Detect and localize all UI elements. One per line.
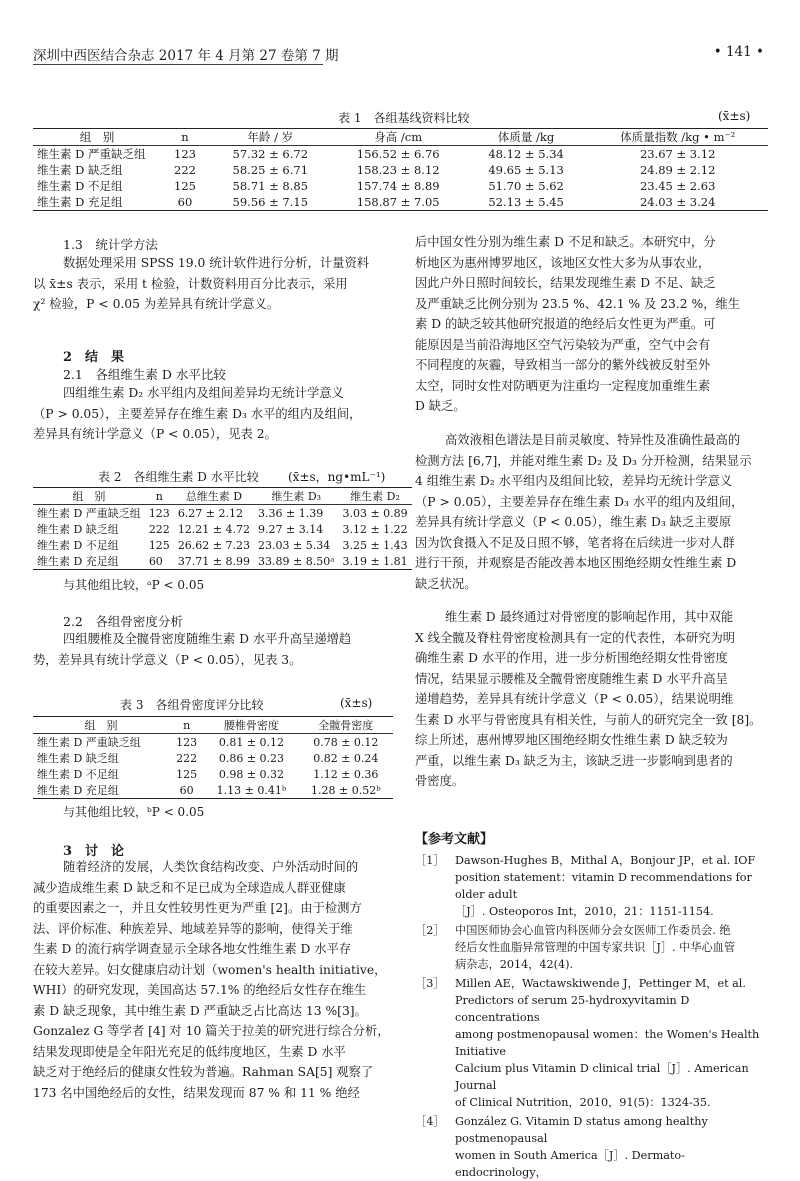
text-line: X 线全髋及脊柱骨密度检测具有一定的代表性，本研究为明 bbox=[415, 630, 736, 645]
table2-cell: 3.03 ± 0.89 bbox=[342, 506, 408, 520]
table2-cell: 维生素 D 缺乏组 bbox=[37, 523, 119, 536]
table3-h: n bbox=[183, 718, 191, 732]
text-line: 确维生素 D 水平的作用，进一步分析围绝经期女性骨密度 bbox=[415, 651, 728, 665]
table3-note: 与其他组比较，ᵇP < 0.05 bbox=[63, 805, 205, 819]
text-line: 素 D 缺乏现象，其中维生素 D 严重缺乏占比高达 13 %[3]。 bbox=[33, 1003, 367, 1018]
text-line: 因此户外日照时间较长，结果发现维生素 D 不足、缺乏 bbox=[415, 276, 716, 290]
table3-h: 组 别 bbox=[84, 719, 118, 732]
table-row bbox=[33, 734, 393, 751]
text-line: 缺乏状况。 bbox=[415, 576, 477, 591]
table2-cell: 维生素 D 不足组 bbox=[37, 539, 119, 552]
section-3-title: 3 讨 论 bbox=[63, 844, 125, 859]
text-line: 中国医师协会心血管内科医师分会女医师工作委员会. 绝 bbox=[455, 924, 731, 937]
text-line: D 缺乏。 bbox=[415, 399, 466, 413]
text-line: of Clinical Nutrition，2010，91(5)：1324-35. bbox=[455, 1096, 711, 1109]
journal-header: 深圳中西医结合杂志 2017 年 4 月第 27 卷第 7 期 bbox=[33, 48, 339, 64]
table3-cell: 维生素 D 不足组 bbox=[37, 768, 119, 781]
table3-caption: 表 3 各组骨密度评分比较 bbox=[120, 698, 264, 712]
reference-item bbox=[415, 922, 775, 973]
table2-cell: 125 bbox=[148, 538, 170, 552]
table1-cell: 157.74 ± 8.89 bbox=[356, 179, 440, 193]
reference-item bbox=[415, 852, 775, 920]
table2-cell: 3.12 ± 1.22 bbox=[342, 522, 408, 536]
text-line: 能原因是当前沿海地区空气污染较为严重，空气中会有 bbox=[415, 337, 711, 352]
table2-h: 总维生素 D bbox=[185, 490, 243, 503]
table1-caption: 表 1 各组基线资料比较 bbox=[338, 111, 470, 125]
text-line: （P > 0.05），主要差异存在维生素 D₃ 水平的组内及组间， bbox=[33, 406, 362, 421]
table1-cell: 51.70 ± 5.62 bbox=[488, 179, 564, 193]
table1 bbox=[33, 128, 768, 211]
table3-cell: 0.82 ± 0.24 bbox=[313, 751, 379, 765]
text-line: 四组腰椎及全髋骨密度随维生素 D 水平升高呈递增趋 bbox=[63, 632, 352, 646]
text-line: Dawson-Hughes B，Mithal A，Bonjour JP，et al. IOF bbox=[455, 854, 756, 867]
references-list bbox=[415, 852, 775, 1181]
table1-cell: 123 bbox=[174, 147, 196, 161]
text-line: 素 D 的缺乏较其他研究报道的绝经后女性更为严重。可 bbox=[415, 317, 716, 331]
text-line: 检测方法 [6,7]，并能对维生素 D₂ 及 D₃ 分开检测，结果显示 bbox=[415, 453, 752, 468]
table1-cell: 维生素 D 严重缺乏组 bbox=[37, 147, 146, 161]
table3-cell: 维生素 D 缺乏组 bbox=[37, 752, 119, 765]
reference-item bbox=[415, 1113, 775, 1181]
table2-cell: 维生素 D 充足组 bbox=[37, 555, 119, 568]
text-line: 高效液相色谱法是目前灵敏度、特异性及准确性最高的 bbox=[445, 433, 741, 447]
table2-h: 维生素 D₂ bbox=[350, 490, 400, 503]
table2-cell: 37.71 ± 8.99 bbox=[177, 554, 251, 568]
table1-cell: 57.32 ± 6.72 bbox=[232, 147, 309, 161]
table1-cell: 48.12 ± 5.34 bbox=[488, 147, 564, 161]
text-line: Millen AE，Wactawskiwende J，Pettinger M，et al. bbox=[455, 977, 746, 990]
table-row bbox=[33, 537, 412, 553]
text-line: 在较大差异。妇女健康启动计划（women's health initiative， bbox=[33, 962, 387, 977]
text-line: 严重，以维生素 D₃ 缺乏为主，该缺乏进一步影响到患者的 bbox=[415, 753, 733, 768]
table3-cell: 0.98 ± 0.32 bbox=[218, 767, 285, 781]
table1-cell: 维生素 D 缺乏组 bbox=[37, 163, 123, 177]
text-line: 的重要因素之一，并且女性较男性更为严重 [2]。由于检测方 bbox=[33, 901, 362, 915]
table2-cell: 23.03 ± 5.34 bbox=[258, 538, 331, 552]
text-line: 因为饮食摄入不足及日照不够，笔者将在后续进一步对人群 bbox=[415, 535, 735, 550]
table1-h2: 年龄 / 岁 bbox=[247, 130, 294, 144]
table-row bbox=[33, 146, 768, 163]
table1-cell: 58.25 ± 6.71 bbox=[232, 163, 309, 177]
table1-cell: 58.71 ± 8.85 bbox=[232, 179, 309, 193]
table2-cell: 33.89 ± 8.50ᵃ bbox=[258, 554, 335, 568]
table1-cell: 156.52 ± 6.76 bbox=[356, 147, 440, 161]
text-line: 缺乏对于绝经后的健康女性较为普遍。Rahman SA[5] 观察了 bbox=[33, 1065, 374, 1079]
table1-cell: 23.67 ± 3.12 bbox=[639, 147, 716, 161]
table3-h: 全髋骨密度 bbox=[318, 719, 374, 732]
table3-h: 腰椎骨密度 bbox=[223, 719, 279, 732]
table3-cell: 1.12 ± 0.36 bbox=[313, 767, 379, 781]
table3-cell: 1.13 ± 0.41ᵇ bbox=[216, 783, 287, 797]
text-line: 情况，结果显示腰椎及全髋骨密度随维生素 D 水平升高呈 bbox=[415, 671, 728, 686]
table3-cell: 1.28 ± 0.52ᵇ bbox=[311, 783, 381, 797]
text-line: 173 名中国绝经后的女性，结果发现而 87 % 和 11 % 绝经 bbox=[33, 1085, 360, 1100]
text-line: 病杂志，2014，42(4). bbox=[455, 958, 574, 971]
reference-text bbox=[455, 852, 775, 920]
table-row bbox=[33, 782, 393, 799]
table1-cell: 维生素 D 充足组 bbox=[37, 195, 123, 209]
table1-cell: 24.03 ± 3.24 bbox=[639, 195, 716, 209]
table-row bbox=[33, 766, 393, 782]
section-2-title: 2 结 果 bbox=[63, 350, 125, 365]
table2-cell: 222 bbox=[148, 522, 170, 536]
text-line: 数据处理采用 SPSS 19.0 统计软件进行分析，计量资料 bbox=[63, 256, 370, 270]
references-title: 【参考文献】 bbox=[415, 832, 494, 847]
section-2-2-title: 2.2 各组骨密度分析 bbox=[63, 614, 183, 629]
table2-unit: (x̄±s，ng•mL⁻¹) bbox=[288, 470, 386, 484]
table1-h1: n bbox=[181, 130, 189, 144]
text-line: 减少造成维生素 D 缺乏和不足已成为全球造成人群亚健康 bbox=[33, 880, 346, 895]
reference-number: ［2］ bbox=[415, 924, 445, 937]
text-line: 4 组维生素 D₂ 水平组内及组间比较，差异均无统计学意义 bbox=[415, 474, 733, 488]
table2-cell: 维生素 D 严重缺乏组 bbox=[37, 507, 141, 520]
reference-number: ［4］ bbox=[415, 1115, 445, 1128]
table2-cell: 12.21 ± 4.72 bbox=[177, 522, 251, 536]
text-line: 法、评价标准、种族差异、地域差异等的影响，使得关于维 bbox=[33, 921, 353, 936]
table3-cell: 0.81 ± 0.12 bbox=[218, 735, 285, 749]
page-number: • 141 • bbox=[713, 44, 764, 60]
text-line: Gonzalez G 等学者 [4] 对 10 篇关于拉美的研究进行综合分析， bbox=[33, 1024, 390, 1038]
table2-header-row bbox=[33, 488, 412, 505]
table2-h: 组 别 bbox=[72, 490, 106, 503]
text-line: Predictors of serum 25-hydroxyvitamin D concentrations bbox=[455, 994, 690, 1024]
text-line: 及严重缺乏比例分别为 23.5 %、42.1 % 及 23.2 %，维生 bbox=[415, 296, 741, 311]
table1-header-row bbox=[33, 129, 768, 146]
text-line: 进行干预，并观察是否能改善本地区围绝经期女性维生素 D bbox=[415, 556, 737, 570]
table3-cell: 维生素 D 充足组 bbox=[37, 784, 119, 797]
table-row bbox=[33, 194, 768, 211]
table3-unit: (x̄±s) bbox=[340, 696, 373, 710]
reference-number: ［1］ bbox=[415, 854, 445, 867]
table2-cell: 3.25 ± 1.43 bbox=[342, 538, 408, 552]
table1-h0: 组 别 bbox=[79, 130, 115, 144]
text-line: 经后女性血脂异常管理的中国专家共识［J］. 中华心血管 bbox=[455, 941, 736, 954]
text-line: χ² 检验，P < 0.05 为差异具有统计学意义。 bbox=[33, 297, 280, 311]
text-line: position statement：vitamin D recommendations for older adult bbox=[455, 871, 752, 901]
table2-caption: 表 2 各组维生素 D 水平比较 bbox=[98, 470, 259, 484]
text-line: 随着经济的发展，人类饮食结构改变、户外活动时间的 bbox=[63, 860, 359, 874]
section-1-3-body bbox=[33, 253, 393, 315]
text-line: 骨密度。 bbox=[415, 774, 465, 788]
table2-cell: 26.62 ± 7.23 bbox=[177, 538, 251, 552]
table-row bbox=[33, 750, 393, 766]
table2-note: 与其他组比较，ᵃP < 0.05 bbox=[63, 578, 205, 592]
table-row bbox=[33, 162, 768, 178]
table3-cell: 125 bbox=[176, 767, 198, 781]
text-line: 不同程度的灰霾，导致相当一部分的紫外线被反射至外 bbox=[415, 358, 711, 372]
table1-cell: 维生素 D 不足组 bbox=[37, 179, 123, 193]
text-line: 维生素 D 最终通过对骨密度的影响起作用，其中双能 bbox=[445, 610, 734, 624]
reference-number: ［3］ bbox=[415, 977, 445, 990]
text-line: （P > 0.05），主要差异存在维生素 D₃ 水平的组内及组间， bbox=[415, 494, 744, 509]
text-line: 势，差异具有统计学意义（P < 0.05），见表 3。 bbox=[33, 652, 302, 667]
table2-h: n bbox=[155, 489, 163, 503]
reference-text bbox=[455, 1113, 775, 1181]
table1-cell: 158.23 ± 8.12 bbox=[356, 163, 440, 177]
table1-cell: 52.13 ± 5.45 bbox=[488, 195, 564, 209]
table1-cell: 125 bbox=[174, 179, 196, 193]
table3 bbox=[33, 716, 393, 799]
text-line: 以 x̄±s 表示，采用 t 检验，计数资料用百分比表示，采用 bbox=[33, 276, 348, 291]
table1-h3: 身高 /cm bbox=[374, 130, 423, 144]
table1-cell: 60 bbox=[177, 195, 193, 209]
table3-cell: 123 bbox=[176, 735, 198, 749]
text-line: Calcium plus Vitamin D clinical trial［J］. American Journal bbox=[455, 1062, 749, 1092]
table1-cell: 222 bbox=[174, 163, 196, 177]
text-line: women in South America［J］. Dermato-endocrinology， bbox=[455, 1149, 685, 1179]
table1-cell: 23.45 ± 2.63 bbox=[639, 179, 716, 193]
table1-h5: 体质量指数 /kg • m⁻² bbox=[620, 130, 736, 144]
table1-h4: 体质量 /kg bbox=[497, 130, 555, 144]
section-2-1-body bbox=[33, 383, 393, 445]
table3-cell: 维生素 D 严重缺乏组 bbox=[37, 736, 141, 749]
text-line: 综上所述，惠州博罗地区围绝经期女性维生素 D 缺乏较为 bbox=[415, 733, 728, 747]
table2-cell: 3.19 ± 1.81 bbox=[342, 554, 408, 568]
text-line: 结果发现即使是全年阳光充足的低纬度地区，生素 D 水平 bbox=[33, 1044, 346, 1059]
table2-cell: 3.36 ± 1.39 bbox=[258, 506, 324, 520]
text-line: González G. Vitamin D status among healthy postmenopausal bbox=[455, 1115, 708, 1145]
table2-cell: 60 bbox=[148, 554, 163, 568]
table3-cell: 222 bbox=[176, 751, 198, 765]
right-para-3 bbox=[415, 607, 775, 792]
table2-cell: 6.27 ± 2.12 bbox=[177, 506, 244, 520]
text-line: 生素 D 的流行病学调查显示全球各地女性维生素 D 水平存 bbox=[33, 942, 352, 956]
table3-cell: 60 bbox=[179, 783, 194, 797]
reference-text bbox=[455, 922, 735, 973]
table1-cell: 24.89 ± 2.12 bbox=[639, 163, 716, 177]
section-1-3-title: 1.3 统计学方法 bbox=[63, 237, 158, 252]
text-line: 递增趋势，差异具有统计学意义（P < 0.05），结果说明维 bbox=[415, 692, 734, 706]
table2-cell: 123 bbox=[148, 506, 170, 520]
table2-h: 维生素 D₃ bbox=[271, 490, 322, 503]
text-line: WHI）的研究发现，美国高达 57.1% 的绝经后女性存在维生 bbox=[33, 983, 367, 997]
table1-cell: 158.87 ± 7.05 bbox=[356, 195, 440, 209]
table2-cell: 9.27 ± 3.14 bbox=[258, 522, 324, 536]
table3-header-row bbox=[33, 717, 393, 734]
text-line: 太空，同时女性对防晒更为注重均一定程度加重维生素 bbox=[415, 378, 711, 393]
text-line: 后中国女性分别为维生素 D 不足和缺乏。本研究中，分 bbox=[415, 235, 716, 249]
table1-cell: 49.65 ± 5.13 bbox=[488, 163, 564, 177]
table1-unit: (x̄±s) bbox=[718, 109, 751, 123]
text-line: 析地区为惠州博罗地区，该地区女性大多为从事农业， bbox=[415, 255, 711, 270]
right-para-2 bbox=[415, 430, 775, 594]
reference-item bbox=[415, 975, 775, 1111]
table-row bbox=[33, 178, 768, 194]
table-row bbox=[33, 553, 412, 570]
table2 bbox=[33, 487, 412, 570]
text-line: 差异具有统计学意义（P < 0.05），见表 2。 bbox=[33, 427, 277, 441]
table3-cell: 0.86 ± 0.23 bbox=[218, 751, 285, 765]
text-line: among postmenopausal women：the Women's Health Initiative bbox=[455, 1028, 760, 1058]
text-line: ［J］. Osteoporos Int，2010，21：1151-1154. bbox=[455, 905, 714, 918]
header-underline bbox=[33, 64, 323, 65]
table1-cell: 59.56 ± 7.15 bbox=[232, 195, 309, 209]
table3-cell: 0.78 ± 0.12 bbox=[313, 735, 379, 749]
right-para-1 bbox=[415, 232, 775, 417]
text-line: 差异具有统计学意义（P < 0.05），维生素 D₃ 缺乏主要原 bbox=[415, 515, 732, 529]
section-2-2-body bbox=[33, 629, 393, 670]
text-line: 生素 D 水平与骨密度具有相关性，与前人的研究完全一致 [8]。 bbox=[415, 712, 762, 727]
section-3-body bbox=[33, 857, 398, 1103]
table-row bbox=[33, 505, 412, 522]
reference-text bbox=[455, 975, 775, 1111]
section-2-1-title: 2.1 各组维生素 D 水平比较 bbox=[63, 367, 226, 382]
table-row bbox=[33, 521, 412, 537]
text-line: 四组维生素 D₂ 水平组内及组间差异均无统计学意义 bbox=[63, 386, 344, 400]
